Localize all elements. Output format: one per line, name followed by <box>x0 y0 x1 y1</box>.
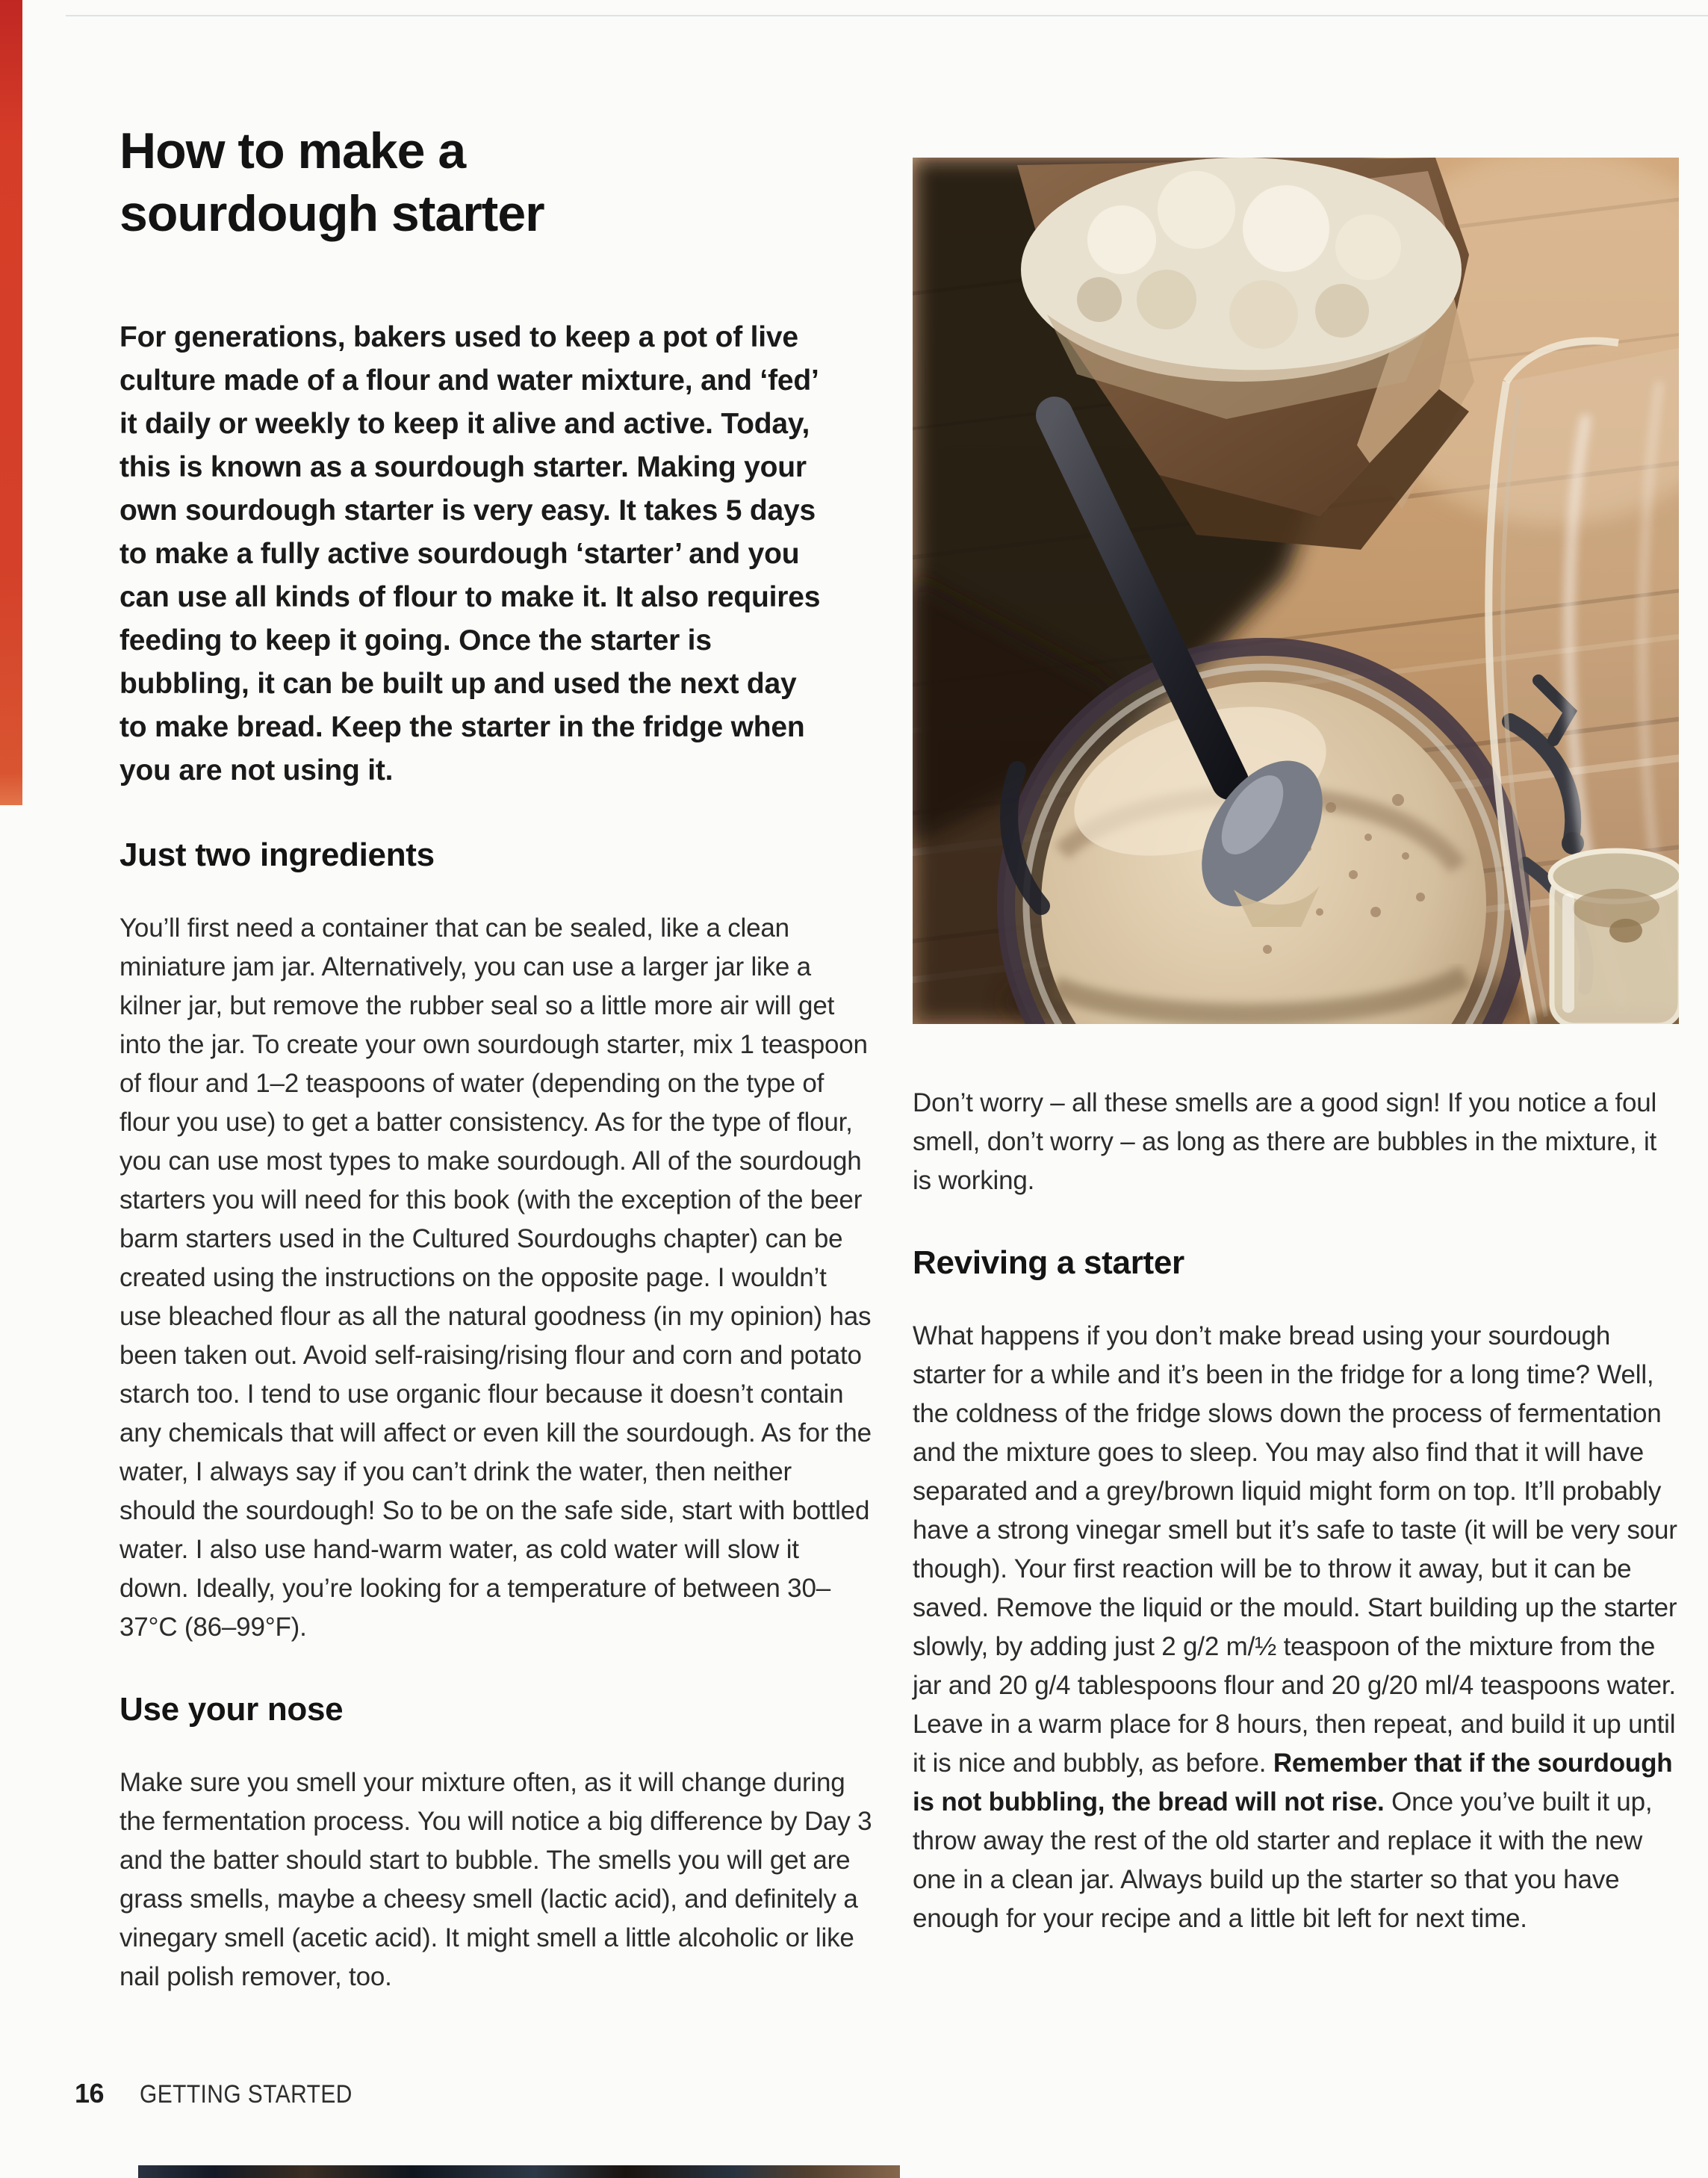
section-heading-use-your-nose: Use your nose <box>119 1691 344 1728</box>
footer-section-label: GETTING STARTED <box>140 2080 353 2109</box>
left-column <box>119 120 874 1996</box>
reviving-text-end: Once you’ve built it up, throw away the rest of the old starter and replace it with the new one in a clean jar. Always build up the starter so that you have enough for your recipe and a little bit left for next time. <box>913 1787 1653 1933</box>
section-heading-just-two-ingredients: Just two ingredients <box>119 837 435 873</box>
page-title: How to make a sourdough starter <box>119 122 544 242</box>
paragraph-just-two-ingredients: You’ll first need a container that can be sealed, like a clean miniature jam jar. Alternatively, you can use a larger jar like a kilner jar, but remove the rubber seal so a little more air will get into the jar. To create your own sourdough starter, mix 1 teaspoon of flour and 1–2 teaspoons of water (depending on the type of flour you use) to get a batter consistency. As for the type of flour, you can use most types to make sourdough. All of the sourdough starters you will need for this book (with the exception of the beer barm starters used in the Cultured Sourdoughs chapter) can be created using the instructions on the opposite page. I wouldn’t use bleached flour as all the natural goodness (in my opinion) has been taken out. Avoid self-raising/rising flour and corn and potato starch too. I tend to use organic flour because it doesn’t contain any chemicals that will affect or even kill the sourdough. As for the water, I always say if you can’t drink the water, then neither should the sourdough! So to be on the safe side, start with bottled water. I also use hand-warm water, as cold water will slow it down. Ideally, you’re looking for a temperature of between 30–37°C (86–99°F). <box>119 913 872 1642</box>
page-footer <box>75 2078 382 2109</box>
scan-edge-red-stripe <box>0 0 22 805</box>
section-heading-reviving-a-starter: Reviving a starter <box>913 1244 1184 1281</box>
reviving-text-start: What happens if you don’t make bread using your sourdough starter for a while and it’s been in the fridge for a long time? Well, the coldness of the fridge slows down the process of fermentation and the mixture goes to sleep. You may also find that it will have separated and a grey/brown liquid might form on top. It’ll probably have a strong vinegar smell but it’s safe to taste (it will be very sour though). Your first reaction will be to throw it away, but it can be saved. Remove the liquid or the mould. Start building up the starter slowly, by adding just 2 g/2 m/½ teaspoon of the mixture from the jar and 20 g/4 tablespoons flour and 20 g/20 ml/4 teaspoons water. Leave in a warm place for 8 hours, then repeat, and build it up until it is nice and bubbly, as before. <box>913 1321 1677 1778</box>
paragraph-use-your-nose: Make sure you smell your mixture often, as it will change during the fermentation process. You will notice a big difference by Day 3 and the batter should start to bubble. The smells you will get are grass smells, maybe a cheesy smell (lactic acid), and definitely a vinegary smell (acetic acid). It might smell a little alcoholic or like nail polish remover, too. <box>119 1768 872 1991</box>
paragraph-good-sign: Don’t worry – all these smells are a good sign! If you notice a foul smell, don’t worry – as long as there are bubbles in the mixture, it is working. <box>913 1088 1657 1195</box>
small-jar <box>1529 851 1679 1024</box>
paragraph-reviving <box>913 1317 1679 1938</box>
right-column <box>913 158 1679 1938</box>
scan-crease-line <box>66 15 1708 16</box>
reviving-text-bold: Remember that if the sourdough is not bubbling, the bread will not rise. <box>913 1749 1673 1816</box>
sourdough-starter-photo <box>913 158 1679 1024</box>
page-number: 16 <box>75 2078 105 2109</box>
intro-paragraph: For generations, bakers used to keep a pot of live culture made of a flour and water mixture, and ‘fed’ it daily or weekly to keep it alive and active. Today, this is known as a sourdough starter. Making your own sourdough starter is very easy. It takes 5 days to make a fully active sourdough ‘starter’ and you can use all kinds of flour to make it. It also requires feeding to keep it going. Once the starter is bubbling, it can be built up and used the next day to make bread. Keep the starter in the fridge when you are not using it. <box>119 321 821 786</box>
scan-artifact-strip <box>138 2165 900 2178</box>
